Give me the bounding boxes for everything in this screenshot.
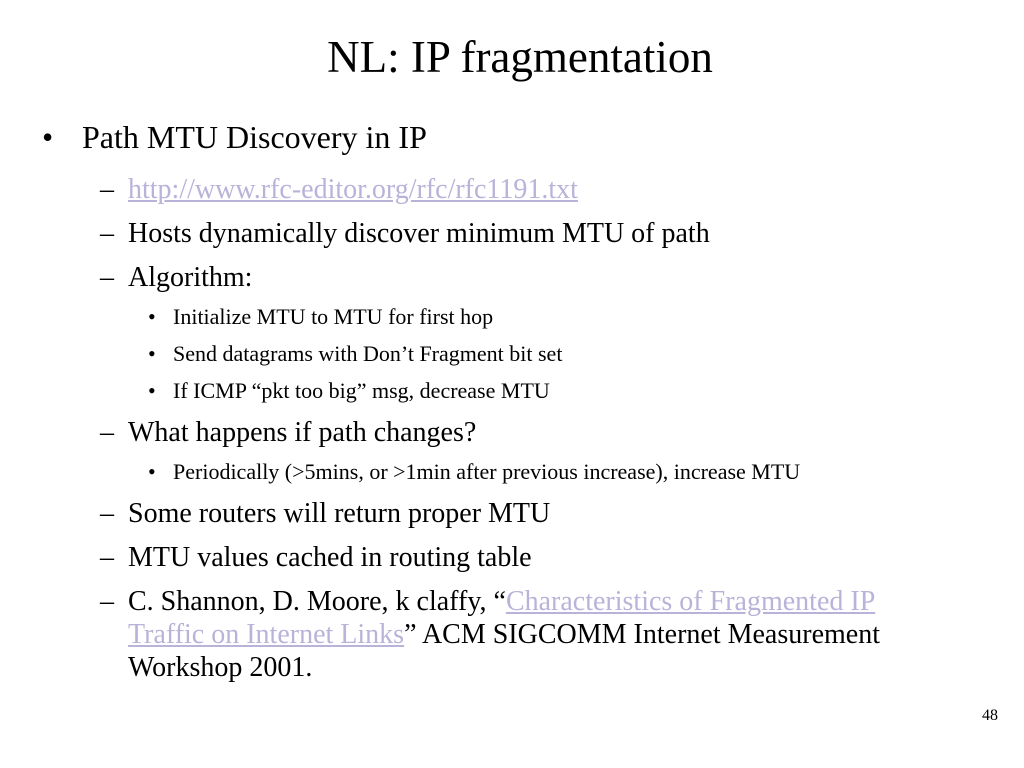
sub-bullet-path-changes xyxy=(0,416,1024,449)
dash-marker: – xyxy=(100,262,114,293)
bullet-text: Path MTU Discovery in IP xyxy=(82,119,427,155)
sub-bullet-text: Hosts dynamically discover minimum MTU of path xyxy=(128,218,710,249)
reference-venue: ” ACM SIGCOMM Internet Measurement Workshop 2001. xyxy=(128,619,880,683)
path-changes-step xyxy=(0,458,1024,486)
sub-bullet-text: MTU values cached in routing table xyxy=(128,542,532,573)
algorithm-step xyxy=(0,303,1024,331)
dash-marker: – xyxy=(100,498,114,529)
sub-bullet-text: What happens if path changes? xyxy=(128,417,477,448)
page-number: 48 xyxy=(982,707,998,724)
step-text: Send datagrams with Don’t Fragment bit set xyxy=(173,341,563,366)
bullet-marker: • xyxy=(148,378,156,403)
sub-bullet-algorithm xyxy=(0,261,1024,294)
algorithm-step xyxy=(0,340,1024,368)
bullet-list xyxy=(0,112,1024,684)
dash-marker: – xyxy=(100,218,114,249)
step-text: Periodically (>5mins, or >1min after previous increase), increase MTU xyxy=(173,459,801,484)
bullet-marker: • xyxy=(148,341,156,366)
sub-bullet-text: Algorithm: xyxy=(128,262,253,293)
dash-marker: – xyxy=(100,542,114,573)
sub-bullet-reference xyxy=(0,585,1024,684)
sub-bullet-hosts xyxy=(0,217,1024,250)
algorithm-step xyxy=(0,377,1024,405)
sub-bullet-cached xyxy=(0,541,1024,574)
rfc1191-link[interactable]: http://www.rfc-editor.org/rfc/rfc1191.txt xyxy=(128,174,578,205)
dash-marker: – xyxy=(100,174,114,205)
dash-marker: – xyxy=(100,586,114,617)
sub-bullet-routers xyxy=(0,497,1024,530)
bullet-marker: • xyxy=(148,459,156,484)
step-text: If ICMP “pkt too big” msg, decrease MTU xyxy=(173,378,550,403)
sub-bullet-rfc-link xyxy=(0,173,1024,206)
dash-marker: – xyxy=(100,417,114,448)
sub-bullet-text: Some routers will return proper MTU xyxy=(128,498,551,529)
bullet-marker: • xyxy=(42,119,54,155)
paper-link[interactable]: Characteristics of Fragmented IP Traffic on Internet Links xyxy=(128,586,876,650)
reference-authors: C. Shannon, D. Moore, k claffy, “ xyxy=(128,586,506,617)
step-text: Initialize MTU to MTU for first hop xyxy=(173,304,494,329)
bullet-marker: • xyxy=(148,304,156,329)
bullet-path-mtu-discovery xyxy=(0,112,1024,162)
slide-title: NL: IP fragmentation xyxy=(327,32,713,82)
